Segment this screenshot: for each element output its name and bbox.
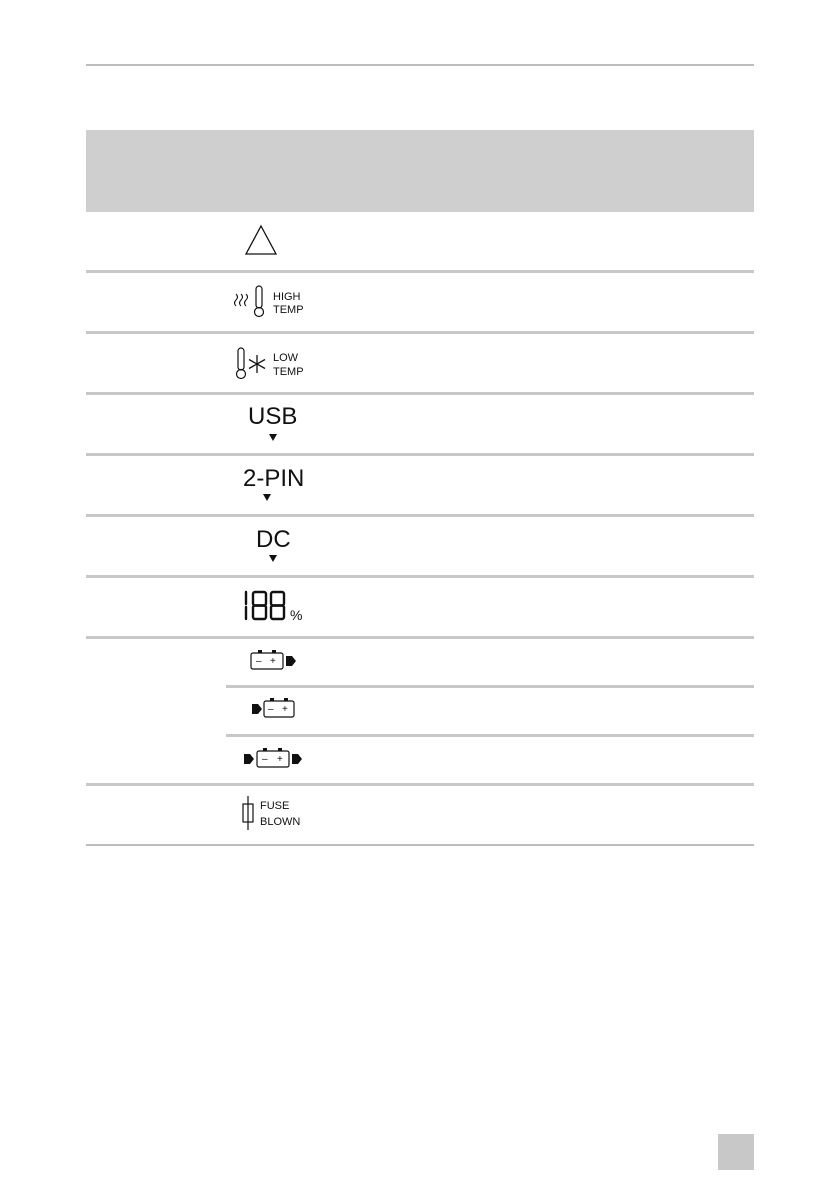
low-temperature-icon — [236, 346, 276, 382]
battery-minus-label: – — [268, 704, 274, 715]
battery-minus-label: – — [256, 656, 262, 667]
high-temperature-icon — [234, 284, 274, 318]
row-divider — [86, 575, 754, 578]
dc-indicator-arrow — [269, 555, 277, 562]
page-tab — [718, 1134, 754, 1170]
top-rule — [86, 64, 754, 66]
bottom-rule — [86, 844, 754, 846]
high-temp-line2: TEMP — [273, 304, 304, 316]
low-temp-line2: TEMP — [273, 366, 304, 378]
2pin-indicator-arrow — [263, 494, 271, 501]
row-divider — [86, 514, 754, 517]
row-divider — [226, 734, 754, 737]
warning-triangle-icon — [244, 224, 278, 256]
battery-plus-label: + — [277, 754, 283, 765]
row-divider — [86, 453, 754, 456]
row-divider — [86, 392, 754, 395]
row-divider — [86, 270, 754, 273]
row-divider — [86, 636, 754, 639]
battery-plus-label: + — [282, 704, 288, 715]
dc-label: DC — [256, 526, 291, 553]
row-divider — [86, 783, 754, 786]
battery-minus-label: – — [262, 754, 268, 765]
seven-segment-display-icon — [242, 589, 294, 623]
usb-label: USB — [248, 403, 298, 430]
battery-input-icon — [252, 698, 298, 720]
battery-plus-label: + — [270, 656, 276, 667]
fuse-line1: FUSE — [260, 800, 290, 812]
fuse-icon — [240, 796, 256, 830]
battery-passthrough-icon — [244, 748, 304, 770]
fuse-line2: BLOWN — [260, 816, 301, 828]
2pin-label: 2-PIN — [243, 465, 305, 492]
row-divider — [226, 685, 754, 688]
low-temp-line1: LOW — [273, 352, 299, 364]
row-divider — [86, 331, 754, 334]
table-header — [86, 130, 754, 212]
percent-unit: % — [290, 607, 303, 623]
high-temp-line1: HIGH — [273, 291, 301, 303]
usb-indicator-arrow — [269, 434, 277, 441]
